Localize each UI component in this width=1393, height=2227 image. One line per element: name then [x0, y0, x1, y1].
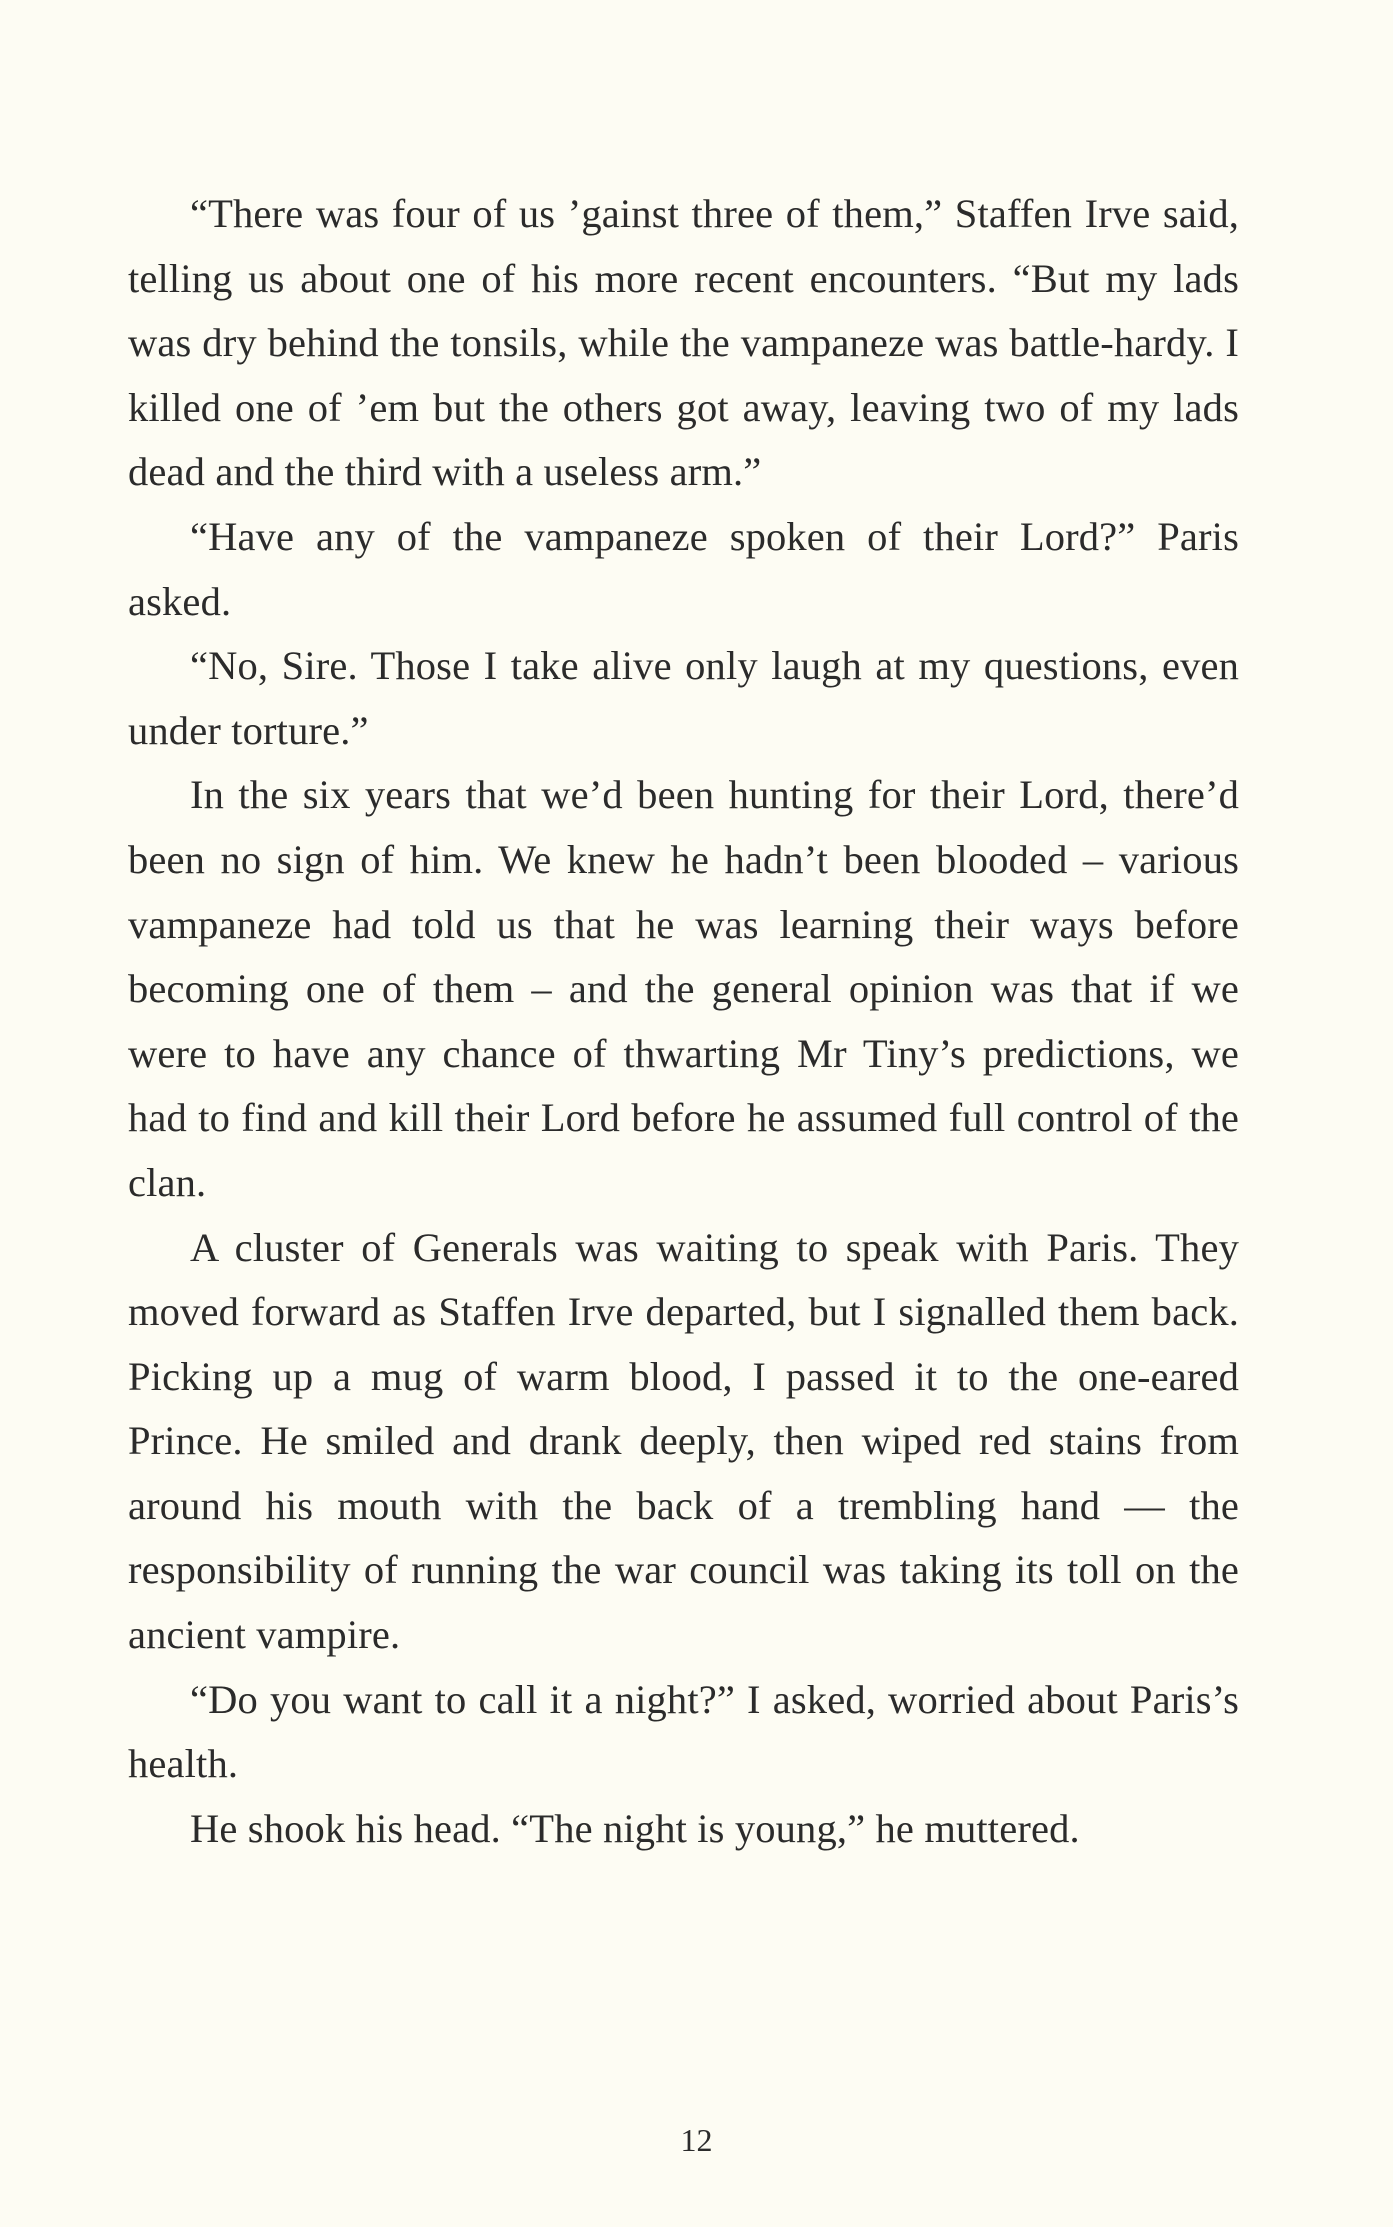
page-number: 12	[680, 2122, 713, 2158]
body-text	[128, 182, 1239, 1861]
paragraph: A cluster of Generals was waiting to speak with Paris. They moved forward as Staffen Irve departed, but I signalled them back. Picking up a mug of warm blood, I passed it to the one-eared Prince. He smiled and drank deeply, then wiped red stains from around his mouth with the back of a trembling hand — the responsibility of running the war council was taking its toll on the ancient vampire.	[128, 1224, 1239, 1658]
paragraph: “Have any of the vampaneze spoken of their Lord?” Paris asked.	[128, 513, 1239, 624]
paragraph: “Do you want to call it a night?” I asked, worried about Paris’s health.	[128, 1676, 1239, 1787]
paragraph: “No, Sire. Those I take alive only laugh at my questions, even under torture.”	[128, 643, 1239, 753]
paragraph: “There was four of us ’gainst three of them,” Staffen Irve said, telling us about one of his more recent encounters. “But my lads was dry behind the tonsils, while the vampaneze was battle-hardy. I killed one of ’em but the others got away, leaving two of my lads dead and the third with a useless arm.”	[128, 191, 1239, 495]
paragraph: In the six years that we’d been hunting for their Lord, there’d been no sign of him. We knew he hadn’t been blooded – various vampaneze had told us that he was learning their ways before becoming one of them – and the general opinion was that if we were to have any chance of thwarting Mr Tiny’s predictions, we had to find and kill their Lord before he assumed full control of the clan.	[128, 772, 1239, 1205]
paragraph: He shook his head. “The night is young,” he muttered.	[190, 1805, 1080, 1851]
